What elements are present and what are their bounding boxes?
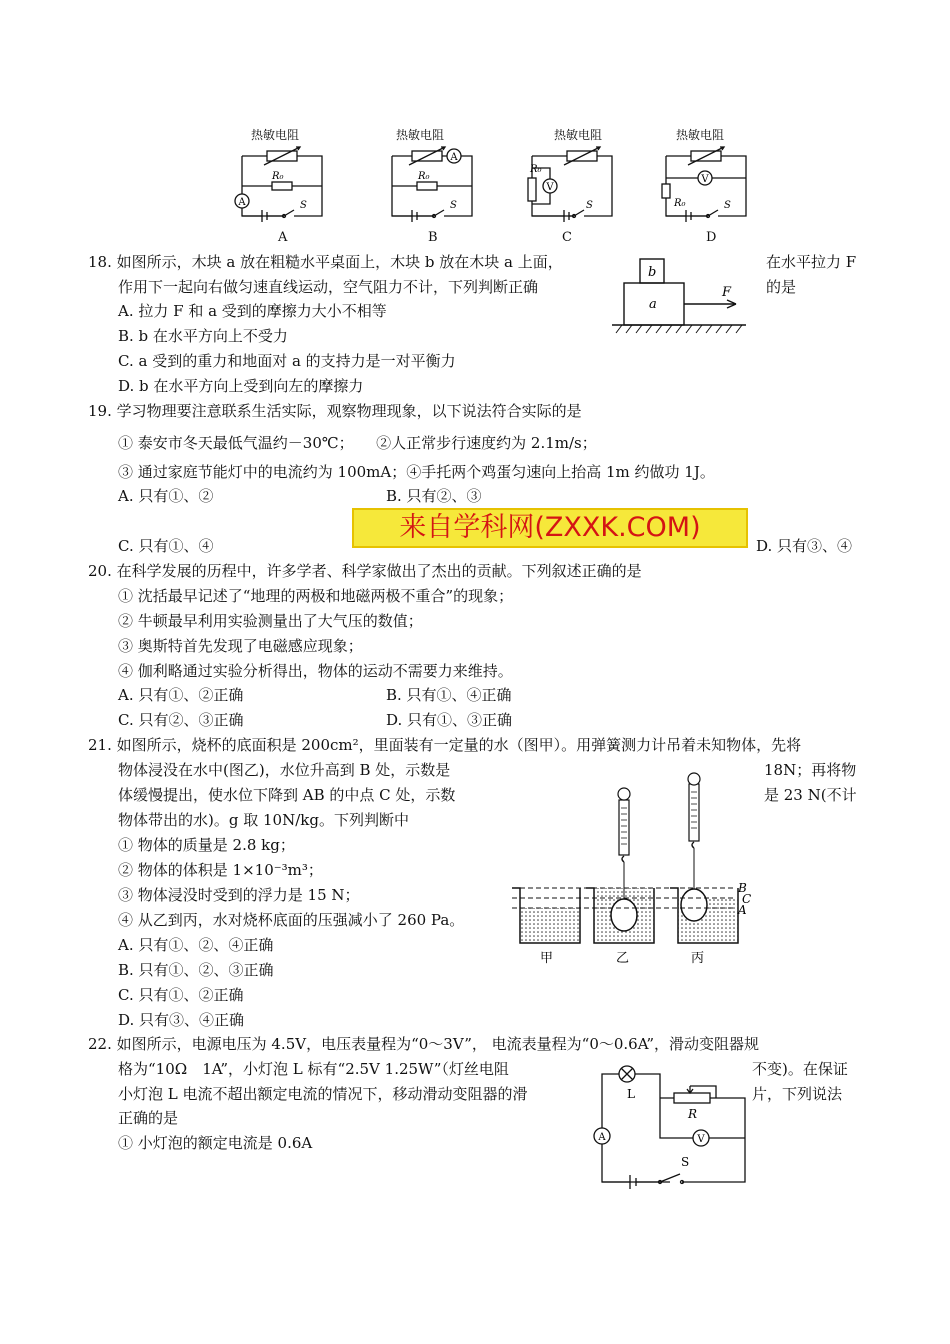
circuit-d-diagram xyxy=(656,146,756,226)
q20-statement-2: ② 牛顿最早利用实验测量出了大气压的数值； xyxy=(118,612,423,630)
q19-statement-2: ③ 通过家庭节能灯中的电流约为 100mA；④手托两个鸡蛋匀速向上抬高 1m 约做功 1J。 xyxy=(118,463,715,481)
r0-label-c: R₀ xyxy=(530,164,542,175)
q22-line3: 小灯泡 L 电流不超出额定电流的情况下，移动滑动变阻器的滑 xyxy=(118,1085,528,1103)
q18-option-b: B. b 在水平方向上不受力 xyxy=(118,327,288,345)
q18-option-c: C. a 受到的重力和地面对 a 的支持力是一对平衡力 xyxy=(118,352,456,370)
lamp-l-label: L xyxy=(627,1087,635,1101)
circuit-b-diagram xyxy=(382,146,482,226)
q21-option-c: C. 只有①、②正确 xyxy=(118,986,244,1004)
beaker-bing-label: 丙 xyxy=(691,951,705,966)
voltmeter-label-c: V xyxy=(546,182,554,193)
q20-option-d: D. 只有①、③正确 xyxy=(386,711,513,729)
q19-statement-1: ① 泰安市冬天最低气温约－30℃； ②人正常步行速度约为 2.1m/s； xyxy=(118,434,597,452)
caption-a: A xyxy=(278,230,288,245)
circuit-a-diagram xyxy=(232,146,332,226)
thermistor-label-a: 热敏电阻 xyxy=(251,128,300,142)
rheostat-r-label: R xyxy=(688,1107,698,1121)
block-b-label: b xyxy=(648,265,657,280)
level-c-label: C xyxy=(742,892,752,906)
switch-label-c: S xyxy=(586,200,593,211)
q22-line4: 正确的是 xyxy=(118,1109,179,1127)
ammeter-label-q22: A xyxy=(598,1132,606,1143)
r0-label-d: R₀ xyxy=(674,198,686,209)
q20-option-c: C. 只有②、③正确 xyxy=(118,711,244,729)
q18-line1: 18. 如图所示，木块 a 放在粗糙水平桌面上，木块 b 放在木块 a 上面， xyxy=(88,253,563,271)
q21-statement-3: ③ 物体浸没时受到的浮力是 15 N； xyxy=(118,886,360,904)
switch-label-a: S xyxy=(300,200,307,211)
q19-option-b: B. 只有②、③ xyxy=(386,487,482,505)
q22-line3-right: 片，下列说法 xyxy=(752,1085,843,1103)
ammeter-label-a: A xyxy=(238,197,246,208)
q18-line2: 作用下一起向右做匀速直线运动，空气阻力不计，下列判断正确 xyxy=(118,278,539,296)
q19-option-c: C. 只有①、④ xyxy=(118,537,214,555)
r0-label-b: R₀ xyxy=(418,171,430,182)
q21-line2: 物体浸没在水中(图乙)，水位升高到 B 处，示数是 xyxy=(118,761,451,779)
ammeter-label-b: A xyxy=(450,152,458,163)
level-a-label: A xyxy=(738,903,747,917)
q21-line2-right: 18N；再将物 xyxy=(764,761,857,779)
q20-option-b: B. 只有①、④正确 xyxy=(386,686,512,704)
caption-b: B xyxy=(428,230,438,245)
q21-line4: 物体带出的水)。g 取 10N/kg。下列判断中 xyxy=(118,811,409,829)
q19-option-a: A. 只有①、② xyxy=(118,487,214,505)
q21-option-b: B. 只有①、②、③正确 xyxy=(118,961,274,979)
q22-circuit-figure xyxy=(590,1062,750,1187)
voltmeter-label-q22: V xyxy=(697,1134,705,1145)
q20-statement-1: ① 沈括最早记述了“地理的两极和地磁两极不重合”的现象； xyxy=(118,587,514,605)
block-a-label: a xyxy=(649,297,657,312)
q18-option-d: D. b 在水平方向上受到向左的摩擦力 xyxy=(118,377,364,395)
voltmeter-label-d: V xyxy=(701,174,709,185)
q21-line3-right: 是 23 N(不计 xyxy=(764,786,857,804)
q21-option-a: A. 只有①、②、④正确 xyxy=(118,936,274,954)
switch-label-d: S xyxy=(724,200,731,211)
q20-option-a: A. 只有①、②正确 xyxy=(118,686,244,704)
q18-line2-right: 的是 xyxy=(766,278,797,296)
force-f-label: F xyxy=(722,285,732,300)
thermistor-label-c: 热敏电阻 xyxy=(554,128,603,142)
q22-line2-right: 不变)。在保证 xyxy=(752,1060,848,1078)
q20-statement-3: ③ 奥斯特首先发现了电磁感应现象； xyxy=(118,637,363,655)
circuit-c-diagram xyxy=(522,146,622,226)
q21-line3: 体缓慢提出，使水位下降到 AB 的中点 C 处，示数 xyxy=(118,786,456,804)
q19-option-d: D. 只有③、④ xyxy=(756,537,853,555)
watermark-banner: 来自学科网(ZXXK.COM) xyxy=(352,508,748,548)
q18-blocks-figure xyxy=(612,252,748,342)
switch-label-b: S xyxy=(450,200,457,211)
q21-statement-1: ① 物体的质量是 2.8 kg； xyxy=(118,836,295,854)
q21-beakers-figure xyxy=(508,770,758,970)
q18-line1-right: 在水平拉力 F xyxy=(766,253,857,271)
level-b-label: B xyxy=(738,881,747,895)
caption-d: D xyxy=(706,230,717,245)
caption-c: C xyxy=(562,230,572,245)
q22-statement-1: ① 小灯泡的额定电流是 0.6A xyxy=(118,1134,313,1152)
q20-statement-4: ④ 伽利略通过实验分析得出，物体的运动不需要力来维持。 xyxy=(118,662,513,680)
q18-option-a: A. 拉力 F 和 a 受到的摩擦力大小不相等 xyxy=(118,302,387,320)
q21-statement-4: ④ 从乙到丙，水对烧杯底面的压强减小了 260 Pa。 xyxy=(118,911,465,929)
q22-line2: 格为“10Ω 1A”，小灯泡 L 标有“2.5V 1.25W”（灯丝电阻 xyxy=(118,1060,509,1078)
q21-statement-2: ② 物体的体积是 1×10⁻³m³； xyxy=(118,861,323,879)
switch-label-q22: S xyxy=(681,1155,690,1169)
r0-label-a: R₀ xyxy=(272,171,284,182)
beaker-yi-label: 乙 xyxy=(616,951,630,966)
q21-option-d: D. 只有③、④正确 xyxy=(118,1011,245,1029)
q20-stem: 20. 在科学发展的历程中，许多学者、科学家做出了杰出的贡献。下列叙述正确的是 xyxy=(88,562,642,580)
thermistor-label-b: 热敏电阻 xyxy=(396,128,445,142)
thermistor-label-d: 热敏电阻 xyxy=(676,128,725,142)
q22-line1: 22. 如图所示，电源电压为 4.5V，电压表量程为“0～3V”， 电流表量程为“0～0.6A”，滑动变阻器规 xyxy=(88,1035,760,1053)
q19-stem: 19. 学习物理要注意联系生活实际，观察物理现象，以下说法符合实际的是 xyxy=(88,402,582,420)
beaker-jia-label: 甲 xyxy=(540,951,554,966)
q21-line1: 21. 如图所示，烧杯的底面积是 200cm²，里面装有一定量的水（图甲）。用弹簧测力计吊着未知物体，先将 xyxy=(88,736,802,754)
